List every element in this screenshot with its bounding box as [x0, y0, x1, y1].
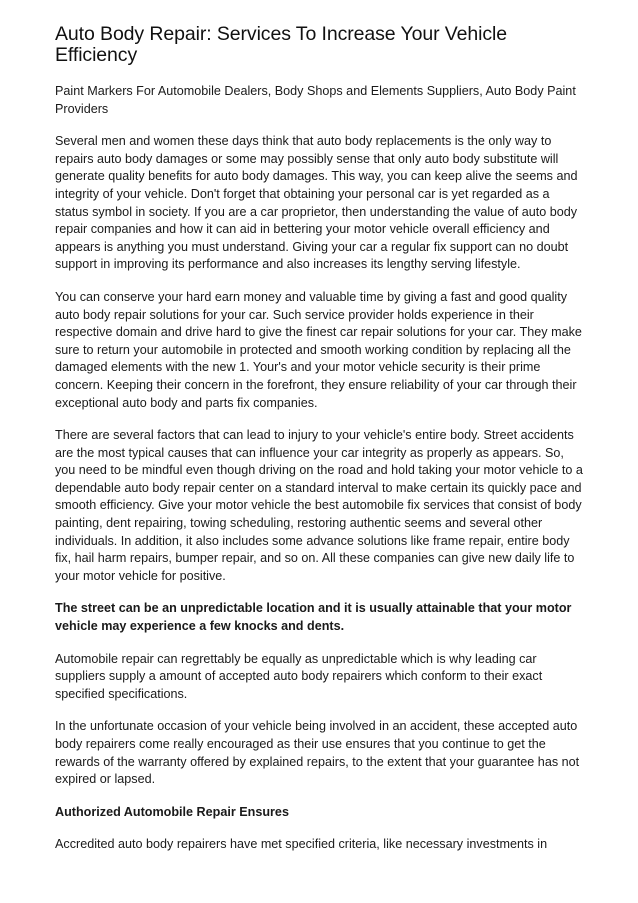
body-paragraph-3: There are several factors that can lead to injury to your vehicle's entire body. Street accidents are the most typical causes that can influence your car integrity as properly as appears. So, you need to be mindful even though driving on the road and hold taking your motor vehicle to a dependable auto body repair center on a standard interval to make certain its quickly pace and smooth efficiency. Give your motor vehicle the best automobile fix services that consist of body painting, dent repairing, towing scheduling, restoring authentic seems and several other individuals. In addition, it also includes some advance solutions like frame repair, entire body fix, hail harm repairs, bumper repair, and so on. All these companies can give new daily life to your motor vehicle for positive. [55, 428, 583, 583]
body-paragraph-5: In the unfortunate occasion of your vehicle being involved in an accident, these accepted auto body repairers come really encouraged as their use ensures that you continue to get the rewards of the warranty offered by explained repairs, to the extent that your guarantee has not expired or lapsed. [55, 719, 580, 787]
document-title: Auto Body Repair: Services To Increase Your Vehicle Efficiency [55, 23, 507, 66]
body-paragraph-4: Automobile repair can regrettably be equally as unpredictable which is why leading car suppliers supply a amount of accepted auto body repairers which conform to their exact specified specifications. [55, 651, 543, 701]
section-heading: Authorized Automobile Repair Ensures [55, 804, 289, 819]
document-page [55, 24, 585, 869]
body-paragraph-2: You can conserve your hard earn money and valuable time by giving a fast and good quality auto body repair solutions for your car. Such service provider holds experience in their respective domain and drive hard to give the finest car repair solutions for your car. They make sure to return your automobile in protected and smooth working condition by replacing all the damaged elements with the new 1. Your's and your motor vehicle security is their prime concern. Keeping their concern in the forefront, they ensure reliability of your car through their exceptional auto body and parts fix companies. [55, 289, 582, 410]
body-paragraph-1: Several men and women these days think that auto body replacements is the only way to repairs auto body damages or some may possibly sense that only auto body substitute will generate quality benefits for auto body damages. This way, you can keep alive the seems and integrity of your vehicle. Don't forget that obtaining your personal car is yet regarded as a status symbol in society. If you are a car proprietor, then understanding the value of auto body repair companies and how it can aid in bettering your motor vehicle overall efficiency and appears is anything you must understand. Giving your car a regular fix support can no doubt support in improving its performance and also increases its lengthy serving lifestyle. [55, 134, 578, 272]
document-subtitle: Paint Markers For Automobile Dealers, Body Shops and Elements Suppliers, Auto Body Paint Providers [55, 84, 576, 116]
body-paragraph-final: Accredited auto body repairers have met specified criteria, like necessary investments in [55, 837, 548, 852]
bold-statement: The street can be an unpredictable location and it is usually attainable that your motor vehicle may experience a few knocks and dents. [55, 601, 572, 634]
